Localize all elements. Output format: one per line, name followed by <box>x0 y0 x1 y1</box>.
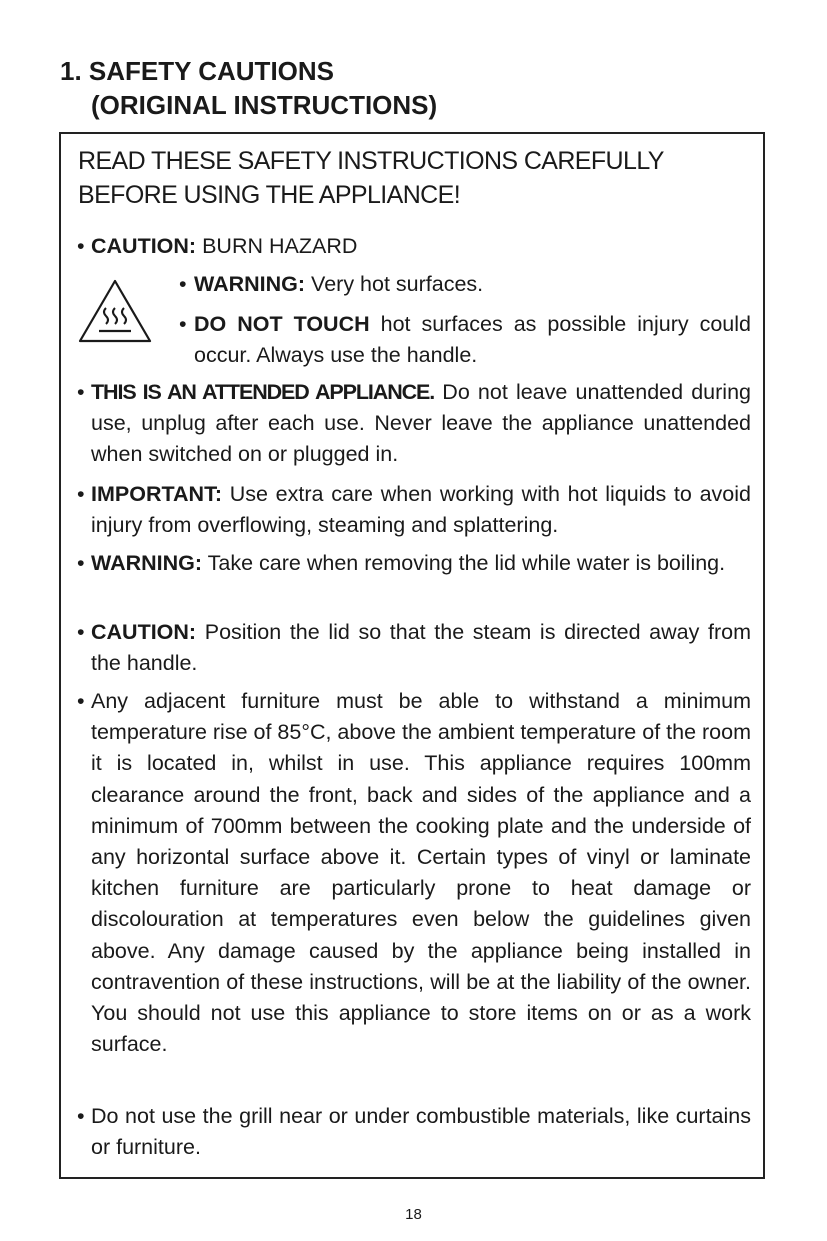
adjacent-furniture-notice <box>77 686 751 1060</box>
heading-line-1: 1. SAFETY CAUTIONS <box>60 56 335 86</box>
caution-lid-position <box>77 617 751 679</box>
bullet: • <box>77 689 85 713</box>
item-label: WARNING: <box>194 272 306 296</box>
do-not-touch-warning <box>179 309 751 371</box>
hot-surface-warning-icon <box>77 278 153 344</box>
item-text: Do not leave unattended during use, unplug after each use. Never leave the appliance unattended when switched on or plugged in. <box>91 380 751 467</box>
bullet: • <box>77 482 85 506</box>
bullet: • <box>77 234 85 258</box>
item-text: Do not use the grill near or under combustible materials, like curtains or furniture. <box>91 1104 751 1160</box>
item-text: Any adjacent furniture must be able to withstand a minimum temperature rise of 85°C, above the ambient temperature of the room it is located in, whilst in use. This appliance requires 100mm clearance around the front, back and sides of the appliance and a minimum of 700mm between the cooking plate and the underside of any horizontal surface above it. Certain types of vinyl or laminate kitchen furniture are particularly prone to heat damage or discolouration at temperatures even below the guidelines given above. Any damage caused by the appliance being installed in contravention of these instructions, will be at the liability of the owner. You should not use this appliance to store items on or as a work surface. <box>91 689 751 1057</box>
item-text: Very hot surfaces. <box>305 272 484 296</box>
heading-line-2: (ORIGINAL INSTRUCTIONS) <box>91 90 438 120</box>
bullet: • <box>77 1104 85 1128</box>
item-text: BURN HAZARD <box>196 234 358 258</box>
intro-statement: READ THESE SAFETY INSTRUCTIONS CAREFULLY BEFORE USING THE APPLIANCE! <box>78 147 664 209</box>
item-label: IMPORTANT: <box>91 482 222 506</box>
warning-lid-boiling <box>77 548 751 579</box>
page-number: 18 <box>405 1206 422 1223</box>
item-label: DO NOT TOUCH <box>194 312 370 336</box>
caution-burn-hazard <box>77 231 751 262</box>
item-label: CAUTION: <box>91 620 197 644</box>
item-label: THIS IS AN ATTENDED APPLIANCE. <box>91 380 435 404</box>
item-text: Position the lid so that the steam is directed away from the handle. <box>91 620 751 676</box>
attended-appliance-notice <box>77 377 751 471</box>
warning-hot-surfaces <box>179 269 751 300</box>
item-text: hot surfaces as possible injury could occur. Always use the handle. <box>194 312 751 368</box>
item-text: Use extra care when working with hot liquids to avoid injury from overflowing, steaming and splattering. <box>91 482 751 538</box>
item-label: WARNING: <box>91 551 203 575</box>
bullet: • <box>179 312 187 336</box>
item-label: CAUTION: <box>91 234 197 258</box>
bullet: • <box>77 380 85 404</box>
item-text: Take care when removing the lid while water is boiling. <box>202 551 726 575</box>
bullet: • <box>179 272 187 296</box>
important-hot-liquids <box>77 479 751 541</box>
safety-instructions-box <box>59 132 765 1179</box>
combustible-materials-notice <box>77 1101 751 1163</box>
bullet: • <box>77 620 85 644</box>
section-heading <box>60 54 437 122</box>
bullet: • <box>77 551 85 575</box>
